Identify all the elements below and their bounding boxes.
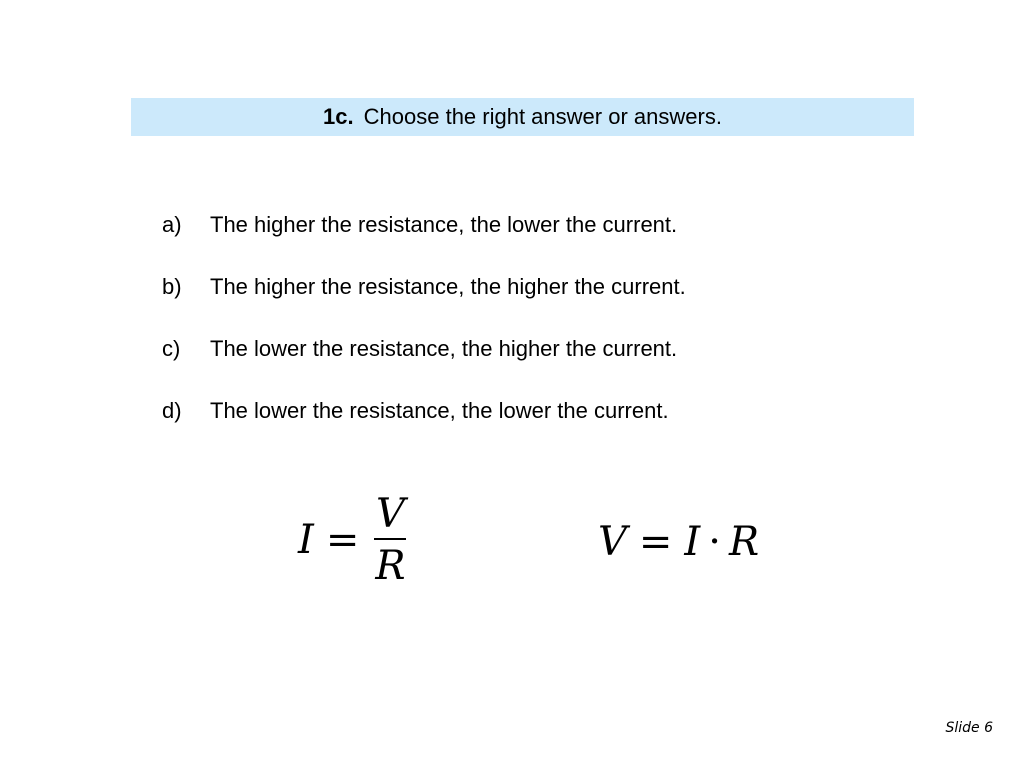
formula-variable-voltage: V [598, 519, 627, 565]
answer-option-a[interactable] [162, 212, 686, 274]
option-letter: a) [162, 212, 182, 237]
answer-option-d[interactable] [162, 398, 686, 460]
option-text: The lower the resistance, the lower the current. [210, 398, 669, 423]
question-title-bar [131, 98, 914, 136]
formula-multiply-dot: · [708, 519, 721, 565]
fraction-numerator: V [375, 491, 405, 537]
option-text: The higher the resistance, the higher the current. [210, 274, 686, 299]
formula-equals: = [325, 517, 360, 563]
option-text: The lower the resistance, the higher the current. [210, 336, 678, 361]
option-letter: d) [162, 398, 182, 423]
ohms-law-current-formula [298, 491, 409, 589]
option-letter: c) [162, 336, 181, 361]
answer-options-list [162, 212, 686, 460]
answer-option-c[interactable] [162, 336, 686, 398]
ohms-law-voltage-formula [598, 519, 759, 565]
formula-fraction [371, 491, 409, 589]
question-prompt: Choose the right answer or answers. [363, 104, 722, 129]
formula-variable-resistance: R [728, 519, 760, 565]
formula-variable-current: I [684, 519, 701, 565]
fraction-denominator: R [375, 543, 406, 589]
option-text: The higher the resistance, the lower the current. [210, 212, 678, 237]
question-number: 1c. [323, 104, 354, 129]
formula-variable-current: I [298, 517, 314, 563]
answer-option-b[interactable] [162, 274, 686, 336]
option-letter: b) [162, 274, 182, 299]
slide-number: Slide 6 [945, 720, 993, 736]
formula-equals: = [638, 519, 673, 565]
